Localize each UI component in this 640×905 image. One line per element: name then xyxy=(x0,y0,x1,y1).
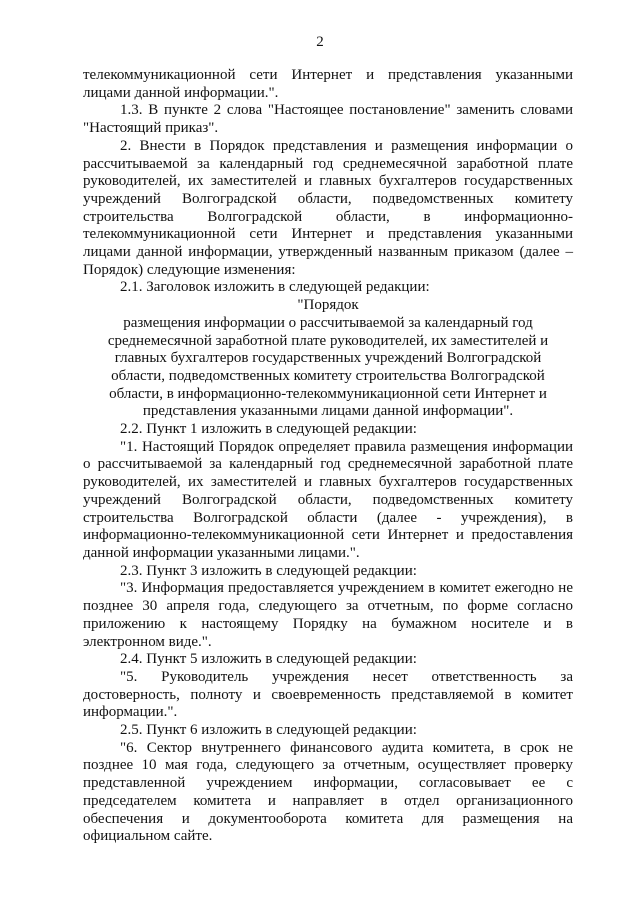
quoted-title-body: размещения информации о рассчитываемой за календарный год среднемесячной заработной плате руководителей, их заместителей и главных бухгалтеров государственных учреждений Волгоградской области, подведомственных комитету строительства Волгоградской области, в информационно-телекоммуникационной сети Интернет и представления указанными лицами данной информации". xyxy=(107,314,549,420)
paragraph-point-5: "5. Руководитель учреждения несет ответственность за достоверность, полноту и своевременность представляемой в комитет информации.". xyxy=(83,668,573,721)
paragraph-2-3: 2.3. Пункт 3 изложить в следующей редакции: xyxy=(120,562,417,579)
page-number: 2 xyxy=(316,34,324,50)
paragraph-2-5: 2.5. Пункт 6 изложить в следующей редакции: xyxy=(120,722,417,739)
paragraph-1-3: 1.3. В пункте 2 слова "Настоящее постановление" заменить словами "Настоящий приказ". xyxy=(83,102,573,137)
paragraph-2-1: 2.1. Заголовок изложить в следующей редакции: xyxy=(120,279,430,296)
paragraph-point-1: "1. Настоящий Порядок определяет правила размещения информации о рассчитываемой за календарный год среднемесячной заработной плате руководителей, их заместителей и главных бухгалтеров государственных учреждений Волгоградской области, подведомственных комитету строительства Волгоградской области (далее - учреждения), в информационно-телекоммуникационной сети Интернет и предоставления данной информации указанными лицами.". xyxy=(83,438,573,561)
paragraph-2-4: 2.4. Пункт 5 изложить в следующей редакции: xyxy=(120,651,417,668)
paragraph-2-2: 2.2. Пункт 1 изложить в следующей редакции: xyxy=(120,421,417,438)
quoted-title-heading: "Порядок xyxy=(297,297,359,314)
paragraph-continuation: телекоммуникационной сети Интернет и представления указанными лицами данной информации.". xyxy=(83,67,573,101)
paragraph-2: 2. Внести в Порядок представления и размещения информации о рассчитываемой за календарный год среднемесячной заработной плате руководителей, их заместителей и главных бухгалтеров государственных учреждений Волгоградской области, подведомственных комитету строительства Волгоградской области, в информационно-телекоммуникационной сети Интернет и представления указанными лицами данной информации, утвержденный названным приказом (далее – Порядок) следующие изменения: xyxy=(83,137,573,278)
document-body xyxy=(83,67,573,846)
paragraph-point-6: "6. Сектор внутреннего финансового аудита комитета, в срок не позднее 10 мая года, следующего за отчетным, осуществляет проверку представленной учреждением информации, согласовывает ее с председателем комитета и направляет в отдел организационного обеспечения и документооборота комитета для размещения на официальном сайте. xyxy=(83,739,573,845)
paragraph-point-3: "3. Информация предоставляется учреждением в комитет ежегодно не позднее 30 апреля года, следующего за отчетным, по форме согласно приложению к настоящему Порядку на бумажном носителе и в электронном виде.". xyxy=(83,580,573,650)
